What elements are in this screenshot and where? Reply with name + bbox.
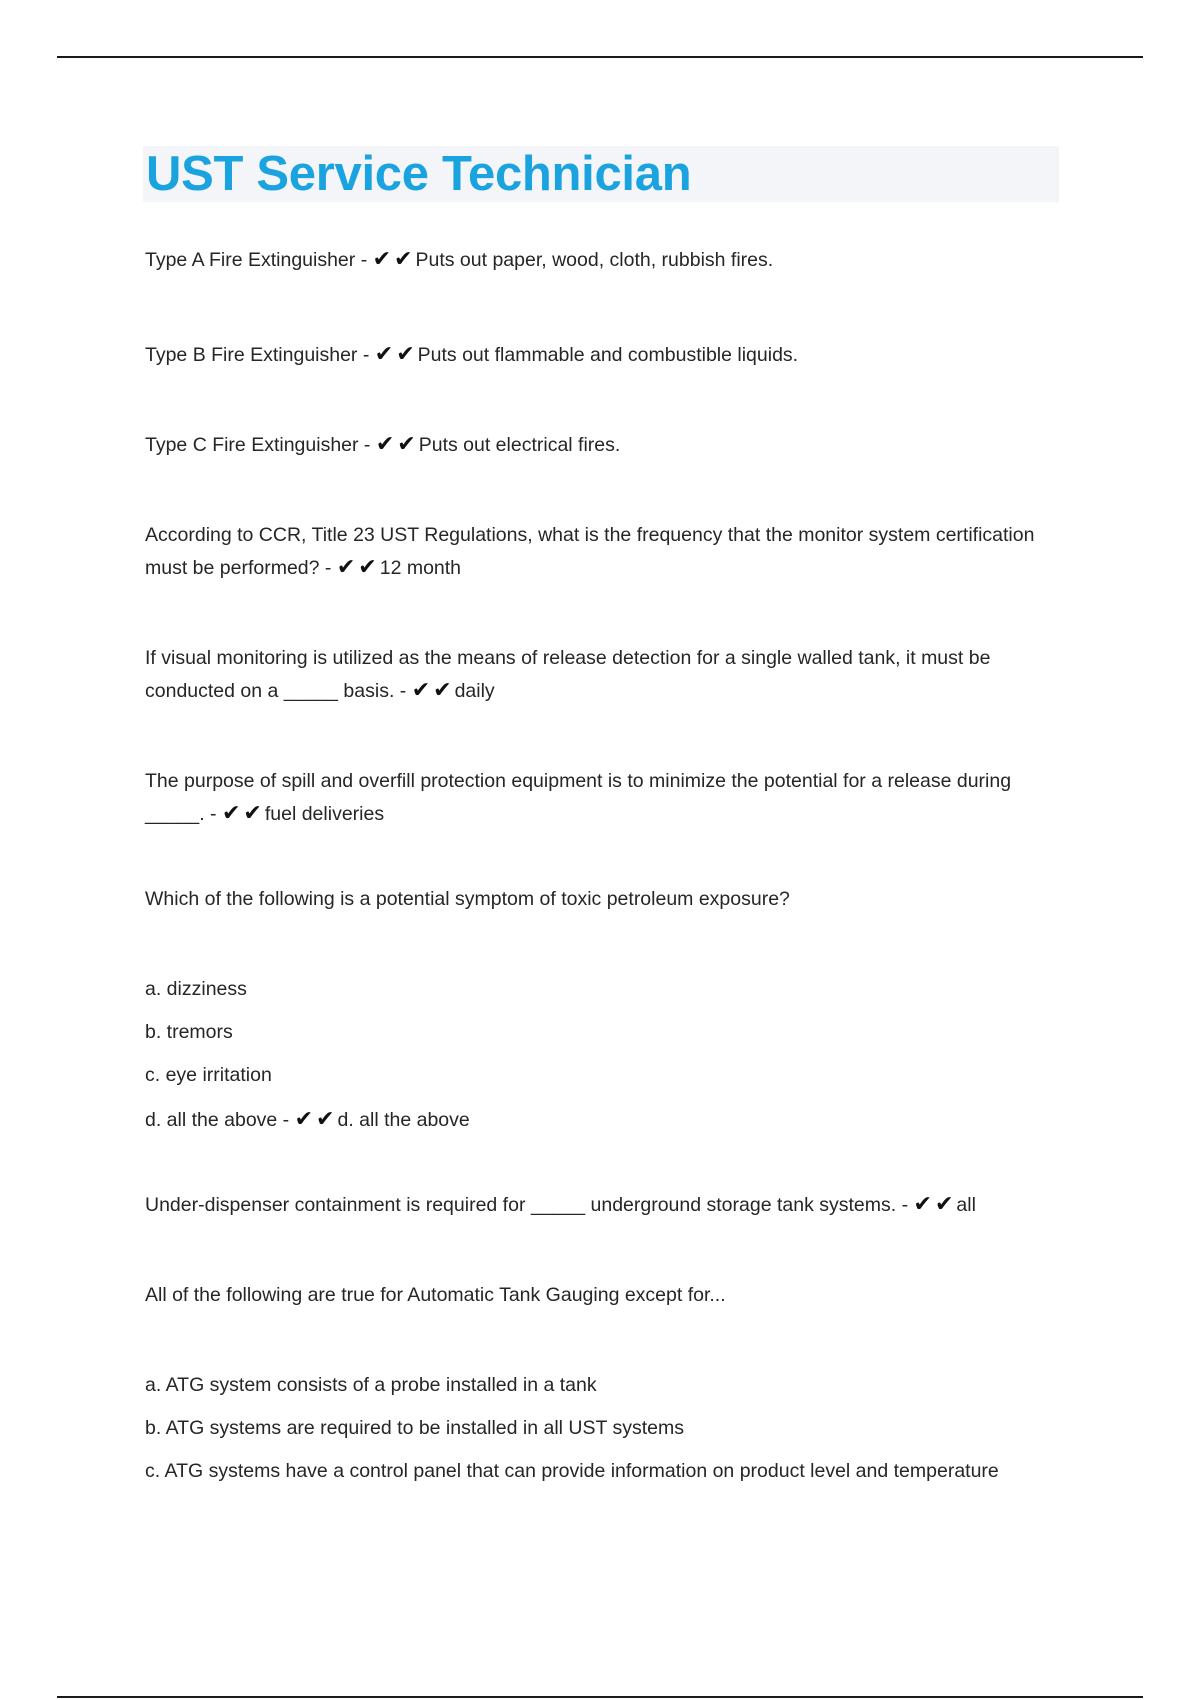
checkmark-icon: ✔ [294,1107,314,1132]
answer-option: a. ATG system consists of a probe installed in a tank [145,1374,597,1396]
answer-option: c. ATG systems have a control panel that can provide information on product level and temperature [145,1460,999,1482]
question-text: According to CCR, Title 23 UST Regulations, what is the frequency that the monitor system certification must be performed? - [145,524,1035,579]
checkmark-icon: ✔ [221,801,241,826]
question-text: Type C Fire Extinguisher - [145,434,371,456]
checkmark-icon: ✔ [913,1192,932,1217]
answer-text: d. all the above [337,1109,470,1131]
answer-text: daily [454,680,495,702]
document-body [145,244,1065,1488]
answer-text: Puts out electrical fires. [418,434,621,456]
answer-option: a. dizziness [145,978,247,1000]
qa-item [145,765,1065,831]
checkmark-icon: ✔ [374,342,394,367]
checkmark-icon: ✔ [411,678,431,703]
answer-text: fuel deliveries [264,803,385,825]
question-text: The purpose of spill and overfill protection equipment is to minimize the potential for a release during _____. - [145,770,1012,825]
qa-item [145,429,1065,462]
qa-item [145,1189,1065,1222]
answer-option: b. ATG systems are required to be installed in all UST systems [145,1417,684,1439]
question-text: Type A Fire Extinguisher - [145,249,368,271]
question-text: Under-dispenser containment is required for _____ underground storage tank systems. - [145,1194,909,1216]
answer-option: b. tremors [145,1021,233,1043]
answer-text: 12 month [379,557,462,579]
qa-item [145,1104,1065,1137]
checkmark-icon: ✔ [934,1192,954,1217]
checkmark-icon: ✔ [397,432,416,457]
checkmark-icon: ✔ [358,555,377,580]
question-text: If visual monitoring is utilized as the means of release detection for a single walled tank, it must be conducted on a _____ basis. - [145,647,991,702]
checkmark-icon: ✔ [433,678,452,703]
qa-item [145,519,1065,585]
checkmark-icon: ✔ [375,432,395,457]
answer-text: Puts out paper, wood, cloth, rubbish fires. [415,249,774,271]
qa-item [145,244,1065,277]
bottom-rule [57,1696,1143,1698]
checkmark-icon: ✔ [394,247,413,272]
qa-item [145,339,1065,372]
checkmark-icon: ✔ [243,801,262,826]
qa-item [145,642,1065,708]
top-rule [57,56,1143,58]
checkmark-icon: ✔ [336,555,356,580]
answer-text: Puts out flammable and combustible liquids. [417,344,799,366]
page-title: UST Service Technician [146,147,692,201]
answer-option: d. all the above - [145,1109,290,1131]
checkmark-icon: ✔ [372,247,392,272]
question-text: Type B Fire Extinguisher - [145,344,370,366]
answer-text: all [956,1194,976,1216]
checkmark-icon: ✔ [396,342,415,367]
checkmark-icon: ✔ [316,1107,335,1132]
question-text: Which of the following is a potential symptom of toxic petroleum exposure? [145,888,790,910]
answer-option: c. eye irritation [145,1064,272,1086]
question-text: All of the following are true for Automatic Tank Gauging except for... [145,1284,726,1306]
